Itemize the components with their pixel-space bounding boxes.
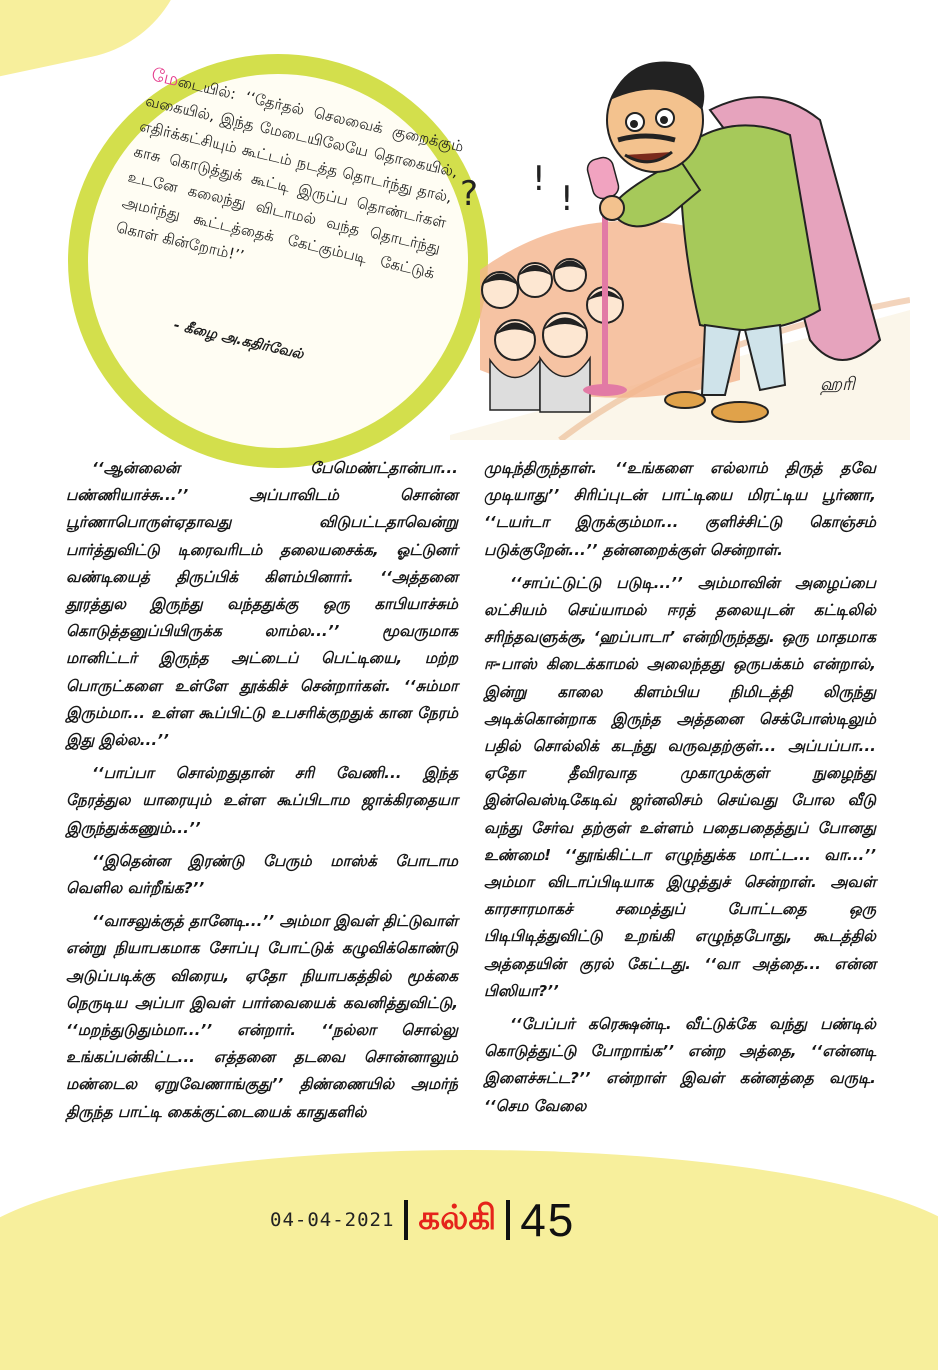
caption-credit: - கீழை அ.கதிர்வேல் <box>172 317 305 363</box>
paragraph: ‘‘பாப்பா சொல்றதுதான் சரி வேணி... இந்த நேரத்துல யாரையும் உள்ள கூப்பிடாம ஜாக்கிரதையா இருந்துக்கணும்...’’ <box>66 764 458 837</box>
caption-text: டையில்: ‘‘தேர்தல் செலவைக் குறைக்கும் வகையில், இந்த மேடையிலேயே தொகையில், எதிர்க்கட்சியும் கூட்டம் நடத்த தொடர்ந்து தால், காசு கொடுத்துக் கூட்டி இருப்ப தொண்டர்கள் உடனே கலைந்து விடாமல் வந்த தொடர்ந்து அமர்ந்து கூட்டத்தைக் கேட்கும்படி கேட்டுக் கொள் கின்றோம்!’’ <box>114 72 466 283</box>
caption-lead-letter: மே <box>149 64 181 91</box>
paragraph: ‘‘இதென்ன இரண்டு பேரும் மாஸ்க் போடாம வெளில வர்றீங்க?’’ <box>66 851 458 898</box>
artist-signature: ஹரி <box>820 374 856 395</box>
issue-date: 04-04-2021 <box>270 1209 395 1231</box>
cartoon-illustration <box>440 40 910 440</box>
article-column-left <box>66 455 458 1132</box>
footer-divider <box>506 1200 510 1240</box>
svg-text:!: ! <box>532 159 546 199</box>
article-column-right <box>484 455 876 1126</box>
paragraph: ‘‘வாசலுக்குத் தானேடி...’’ அம்மா இவள் திட்டுவாள் என்று நியாபகமாக சோப்பு போட்டுக் கழுவிக்கொண்டு அடுப்படிக்கு விரைய, ஏதோ நியாபகத்தில் மூக்கை நெருடிய அப்பா இவள் பார்வையைக் கவனித்துவிட்டு, ‘‘மறந்துடுதும்மா...’’ என்றார். ‘‘நல்லா சொல்லு உங்கப்பன்கிட்ட... எத்தனை தடவை சொன்னாலும் மண்டைல ஏறுவேணாங்குது’’ திண்ணையில் அமர்ந் திருந்த பாட்டி கைக்குட்டையைக் காதுகளில் <box>66 912 458 1121</box>
paragraph: முடிந்திருந்தாள். ‘‘உங்களை எல்லாம் திருத் தவே முடியாது’’ சிரிப்புடன் பாட்டியை மிரட்டிய பூர்ணா, ‘‘டயர்டா இருக்கும்மா... குளிச்சிட்டு கொஞ்சம் படுக்குறேன்...’’ தன்னறைக்குள் சென்றாள். <box>484 459 876 559</box>
bottom-wave-decoration <box>0 1150 938 1370</box>
page-number: 45 <box>520 1194 576 1246</box>
footer-divider <box>404 1200 408 1240</box>
page-footer <box>270 1190 575 1250</box>
paragraph: ‘‘சாப்ட்டுட்டு படுடி...’’ அம்மாவின் அழைப்பை லட்சியம் செய்யாமல் ஈரத் தலையுடன் கட்டிலில் சரிந்தவளுக்கு, ‘ஹப்பாடா’ என்றிருந்தது. ஒரு மாதமாக ஈ-பாஸ் கிடைக்காமல் அலைந்தது ஒருபக்கம் என்றால், இன்று காலை கிளம்பிய நிமிடத்தி லிருந்து அடிக்கொன்றாக இருந்த அத்தனை செக்போஸ்டிலும் பதில் சொல்லிக் கடந்து வருவதற்குள்... அப்பப்பா... ஏதோ தீவிரவாத முகாமுக்குள் நுழைந்து இன்வெஸ்டிகேடிவ் ஜர்னலிசம் செய்வது போல வீடு வந்து சேர்வ தற்குள் உள்ளம் பதைபதைத்துப் போனது உண்மை! ‘‘தூங்கிட்டா எழுந்துக்க மாட்ட... வா...’’ அம்மா விடாப்பிடியாக இழுத்துச் சென்றாள். அவள் காரசாரமாகச் சமைத்துப் போட்டதை ஒரு பிடிபிடித்துவிட்டு உறங்கி எழுந்தபோது, கூடத்தில் அத்தையின் குரல் கேட்டது. ‘‘வா அத்தை... என்ன பிஸியா?’’ <box>484 573 876 1000</box>
paragraph: ‘‘பேப்பர் கரெக்ஷன்டி. வீட்டுக்கே வந்து பண்டில் கொடுத்துட்டு போறாங்க’’ என்ற அத்தை, ‘‘என்னடி இளைச்சுட்ட?’’ என்றாள் இவள் கன்னத்தை வருடி. ‘‘செம வேலை <box>484 1015 876 1115</box>
magazine-logo: கல்கி <box>418 1198 497 1238</box>
svg-text:?: ? <box>460 174 479 214</box>
paragraph: ‘‘ஆன்லைன் பேமெண்ட்தான்பா... பண்ணியாச்சு...’’ அப்பாவிடம் சொன்ன பூர்ணாபொருள்ஏதாவது விடுபட்டதாவென்று பார்த்துவிட்டு டிரைவரிடம் தலையசைக்க, ஓட்டுனர் வண்டியைத் திருப்பிக் கிளம்பினார். ‘‘அத்தனை தூரத்துல இருந்து வந்ததுக்கு ஒரு காபியாச்சும் கொடுத்தனுப்பியிருக்க லாம்ல...’’ மூவருமாக மானிட்டர் இருந்த அட்டைப் பெட்டியை, மற்ற பொருட்களை உள்ளே தூக்கிச் சென்றார்கள். ‘‘சும்மா இரும்மா... உள்ள கூப்பிட்டு உபசரிக்குறதுக் கான நேரம் இது இல்ல...’’ <box>66 459 458 750</box>
svg-text:!: ! <box>560 179 574 219</box>
